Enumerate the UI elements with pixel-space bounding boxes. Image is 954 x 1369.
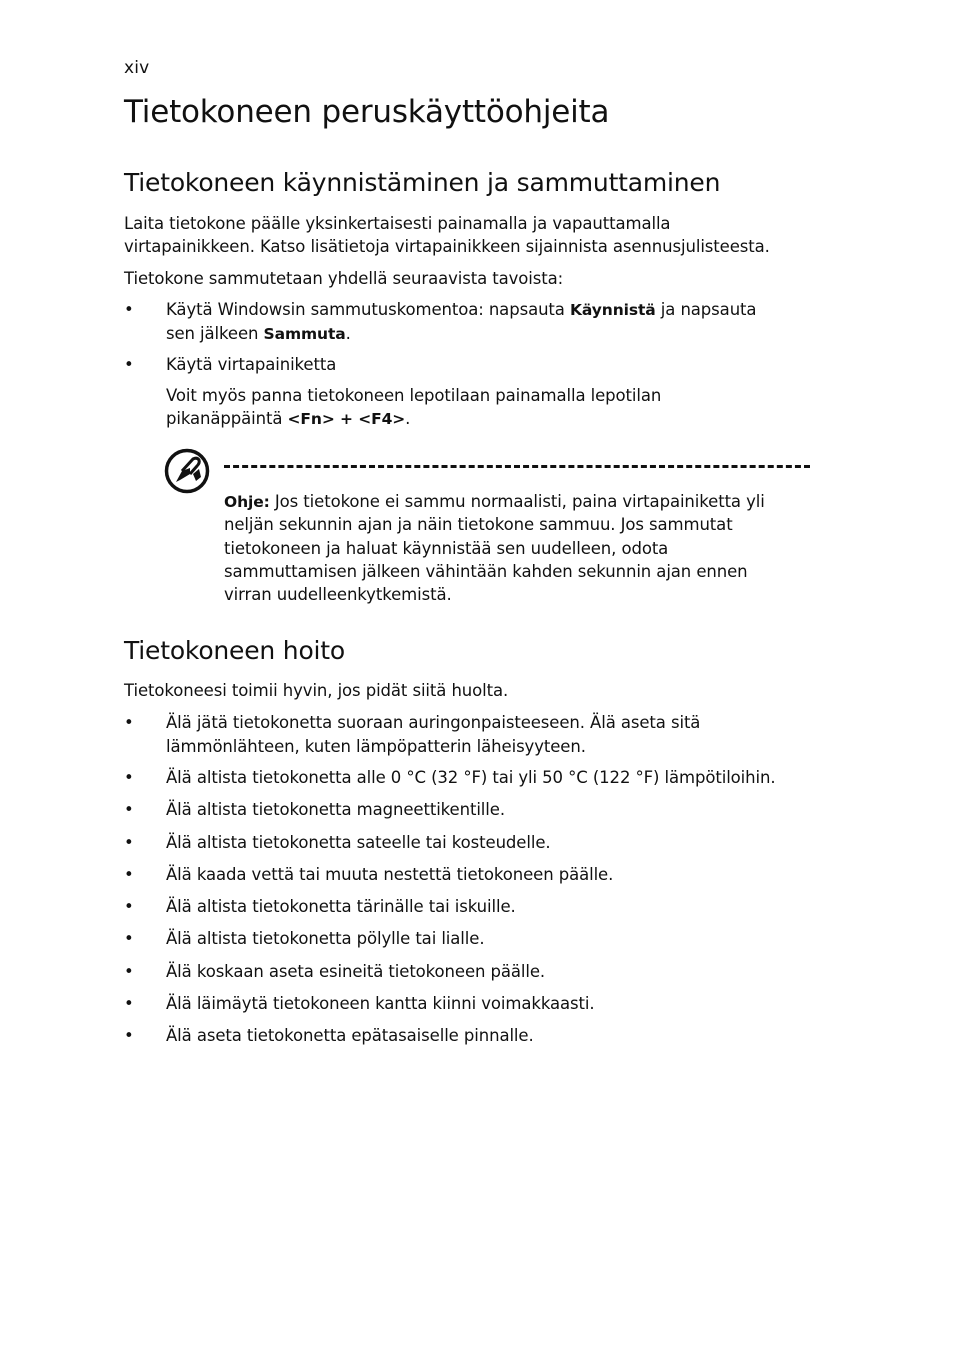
bullet-marker: • xyxy=(124,994,134,1013)
note-line: sammuttamisen jälkeen vähintään kahden sekunnin ajan ennen xyxy=(224,562,748,581)
paragraph-line: Laita tietokone päälle yksinkertaisesti painamalla ja vapauttamalla xyxy=(124,214,671,233)
bullet-marker: • xyxy=(124,800,134,819)
list-item: Käytä virtapainiketta xyxy=(166,355,337,374)
list-item: Käytä Windowsin sammutuskomentoa: napsauta Käynnistä ja napsauta xyxy=(166,300,757,319)
paragraph-line: Voit myös panna tietokoneen lepotilaan painamalla lepotilan xyxy=(166,386,662,405)
note-line: neljän sekunnin ajan ja näin tietokone sammuu. Jos sammutat xyxy=(224,515,733,534)
bullet-marker: • xyxy=(124,962,134,981)
section-heading-care: Tietokoneen hoito xyxy=(124,636,345,665)
list-item: Älä aseta tietokonetta epätasaiselle pinnalle. xyxy=(166,1026,534,1045)
bullet-marker: • xyxy=(124,897,134,916)
list-item: Älä altista tietokonetta tärinälle tai iskuille. xyxy=(166,897,516,916)
bold-shortcut: <Fn> + <F4> xyxy=(287,410,406,428)
paragraph-shutdown-intro: Tietokone sammutetaan yhdellä seuraavista tavoista: xyxy=(124,269,564,288)
list-item: Älä altista tietokonetta sateelle tai kosteudelle. xyxy=(166,833,551,852)
bullet-marker: • xyxy=(124,833,134,852)
bullet-marker: • xyxy=(124,355,134,374)
bullet-marker: • xyxy=(124,300,134,319)
paragraph-line: pikanäppäintä <Fn> + <F4>. xyxy=(166,409,411,428)
bold-term-start: Käynnistä xyxy=(569,301,656,319)
bullet-marker: • xyxy=(124,929,134,948)
note-line: tietokoneen ja haluat käynnistää sen uudelleen, odota xyxy=(224,539,669,558)
paragraph-line: virtapainikkeen. Katso lisätietoja virtapainikkeen sijainnista asennusjulisteesta. xyxy=(124,237,770,256)
bullet-marker: • xyxy=(124,713,134,732)
paragraph-care-intro: Tietokoneesi toimii hyvin, jos pidät siitä huolta. xyxy=(124,681,509,700)
list-item: Älä koskaan aseta esineitä tietokoneen päälle. xyxy=(166,962,546,981)
list-item-continuation: lämmönlähteen, kuten lämpöpatterin läheisyyteen. xyxy=(166,737,586,756)
note-label: Ohje: xyxy=(224,493,270,511)
list-item-continuation: sen jälkeen Sammuta. xyxy=(166,324,351,343)
note-line: Ohje: Jos tietokone ei sammu normaalisti, paina virtapainiketta yli xyxy=(224,492,765,511)
list-item: Älä altista tietokonetta pölylle tai lialle. xyxy=(166,929,485,948)
bullet-marker: • xyxy=(124,865,134,884)
bullet-marker: • xyxy=(124,768,134,787)
list-item: Älä altista tietokonetta alle 0 °C (32 °F) tai yli 50 °C (122 °F) lämpötiloihin. xyxy=(166,768,776,787)
page-title: Tietokoneen peruskäyttöohjeita xyxy=(124,94,610,130)
note-line: virran uudelleenkytkemistä. xyxy=(224,585,452,604)
list-item: Älä jätä tietokonetta suoraan auringonpaisteeseen. Älä aseta sitä xyxy=(166,713,701,732)
bullet-marker: • xyxy=(124,1026,134,1045)
list-item: Älä altista tietokonetta magneettikentille. xyxy=(166,800,505,819)
note-divider xyxy=(224,465,810,468)
note-icon xyxy=(163,447,211,495)
bold-term-shutdown: Sammuta xyxy=(263,325,346,343)
list-item: Älä läimäytä tietokoneen kantta kiinni voimakkaasti. xyxy=(166,994,595,1013)
section-heading-startup: Tietokoneen käynnistäminen ja sammuttaminen xyxy=(124,168,721,197)
list-item: Älä kaada vettä tai muuta nestettä tietokoneen päälle. xyxy=(166,865,614,884)
page-number: xiv xyxy=(124,58,150,78)
